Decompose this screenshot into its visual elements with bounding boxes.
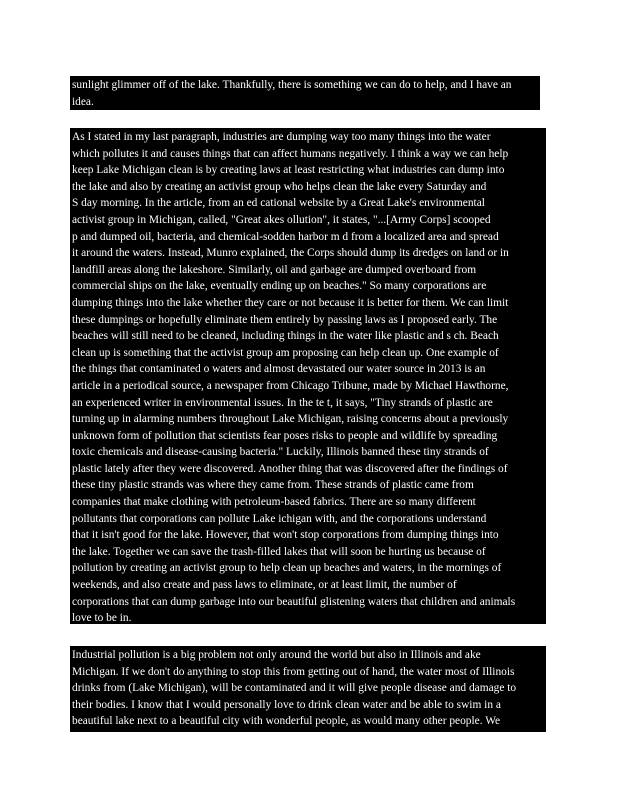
- text-line: S day morning. In the article, from an ed cational website by a Great Lake's environmental: [72, 197, 485, 210]
- text-line: p and dumped oil, bacteria, and chemical-sodden harbor m d from a localized area and spread: [72, 230, 499, 243]
- text-line: which pollutes it and causes things that can affect humans negatively. I think a way we can help: [72, 147, 509, 160]
- text-line: idea.: [72, 95, 94, 108]
- text-line: Michigan. If we don't do anything to stop this from getting out of hand, the water most of Illinois: [72, 665, 515, 678]
- text-line: that it isn't good for the lake. However, that won't stop corporations from dumping things into: [72, 529, 499, 542]
- text-line: drinks from (Lake Michigan), will be contaminated and it will give people disease and damage to: [72, 682, 517, 695]
- text-line: pollution by creating an activist group to help clean up beaches and waters, in the mornings of: [72, 562, 502, 575]
- text-line: companies that make clothing with petroleum-based fabrics. There are so many different: [72, 496, 476, 509]
- text-line: their bodies. I know that I would personally love to drink clean water and be able to swim in a: [72, 698, 501, 711]
- paragraph-2: [70, 128, 546, 624]
- text-line: toxic chemicals and disease-causing bacteria." Luckily, Illinois banned these tiny strands of: [72, 446, 489, 459]
- text-line: beaches will still need to be cleaned, including things in the water like plastic and s ch. Beach: [72, 330, 499, 343]
- text-line: corporations that can dump garbage into our beautiful glistening waters that children and animals: [72, 595, 516, 608]
- text-line: the lake. Together we can save the trash-filled lakes that will soon be hurting us because of: [72, 545, 486, 558]
- text-line: the things that contaminated o waters and almost devastated our water source in 2013 is an: [72, 363, 486, 376]
- text-line: an experienced writer in environmental issues. In the te t, it says, "Tiny strands of plastic are: [72, 396, 493, 409]
- text-line: the lake and also by creating an activist group who helps clean the lake every Saturday and: [72, 180, 487, 193]
- text-line: activist group in Michigan, called, "Great akes ollution", it states, "...[Army Corps] scooped: [72, 213, 491, 226]
- text-line: landfill areas along the lakeshore. Similarly, oil and garbage are dumped overboard from: [72, 263, 477, 276]
- text-line: turning up in alarming numbers throughout Lake Michigan, raising concerns about a previously: [72, 413, 509, 426]
- text-line: article in a periodical source, a newspaper from Chicago Tribune, made by Michael Hawthorne,: [72, 379, 509, 392]
- text-line: Industrial pollution is a big problem not only around the world but also in Illinois and ake: [72, 649, 481, 661]
- text-line: weekends, and also create and pass laws to eliminate, or at least limit, the number of: [72, 579, 457, 592]
- paragraph-3: [70, 646, 546, 732]
- text-line: keep Lake Michigan clean is by creating laws at least restricting what industries can dump into: [72, 164, 505, 177]
- text-line: these dumpings or hopefully eliminate them entirely by passing laws as I proposed early. The: [72, 313, 498, 326]
- text-line: unknown form of pollution that scientists fear poses risks to people and wildlife by spreading: [72, 429, 498, 442]
- text-line: As I stated in my last paragraph, industries are dumping way too many things into the water: [72, 131, 491, 143]
- text-line: love to be in.: [72, 612, 132, 624]
- text-line: these tiny plastic strands was where they came from. These strands of plastic came from: [72, 479, 474, 492]
- text-line: clean up is something that the activist group am proposing can help clean up. One example of: [72, 346, 499, 359]
- text-line: dumping things into the lake whether they care or not because it is better for them. We can limit: [72, 296, 509, 309]
- text-line: it around the waters. Instead, Munro explained, the Corps should dump its dredges on land or in: [72, 247, 509, 260]
- text-line: plastic lately after they were discovered. Another thing that was discovered after the findings of: [72, 462, 508, 475]
- paragraph-1: [70, 76, 540, 110]
- text-line: commercial ships on the lake, eventually ending up on beaches." So many corporations are: [72, 280, 487, 293]
- text-line: pollutants that corporations can pollute Lake ichigan with, and the corporations understand: [72, 512, 487, 525]
- text-line: sunlight glimmer off of the lake. Thankfully, there is something we can do to help, and I have an: [72, 79, 512, 91]
- text-line: beautiful lake next to a beautiful city with wonderful people, as would many other people. We: [72, 715, 501, 728]
